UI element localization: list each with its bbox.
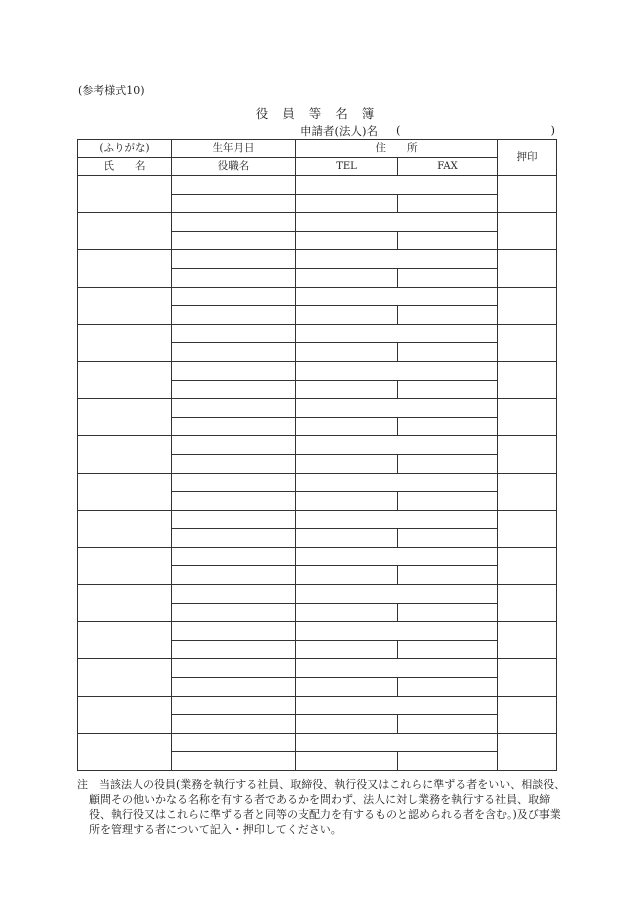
tel-cell[interactable]: [296, 566, 398, 585]
officer-roster-table: [77, 139, 557, 771]
tel-cell[interactable]: [296, 492, 398, 511]
entry-row-top: [78, 287, 557, 306]
fax-cell[interactable]: [398, 715, 498, 734]
fax-cell[interactable]: [398, 417, 498, 436]
tel-cell[interactable]: [296, 454, 398, 473]
seal-cell[interactable]: [498, 399, 557, 436]
entry-row-top: [78, 733, 557, 752]
seal-cell[interactable]: [498, 324, 557, 361]
address-cell[interactable]: [296, 585, 498, 604]
position-cell[interactable]: [172, 603, 296, 622]
name-cell[interactable]: [78, 361, 172, 398]
birthdate-cell[interactable]: [172, 250, 296, 269]
fax-cell[interactable]: [398, 566, 498, 585]
position-cell[interactable]: [172, 640, 296, 659]
fax-cell[interactable]: [398, 492, 498, 511]
entry-row-top: [78, 361, 557, 380]
birthdate-cell[interactable]: [172, 547, 296, 566]
tel-cell[interactable]: [296, 231, 398, 250]
position-cell[interactable]: [172, 454, 296, 473]
address-cell[interactable]: [296, 733, 498, 752]
name-cell[interactable]: [78, 696, 172, 733]
tel-cell[interactable]: [296, 343, 398, 362]
name-cell[interactable]: [78, 176, 172, 213]
title-char: 簿: [361, 106, 375, 121]
header-position: 役職名: [172, 158, 296, 176]
position-cell[interactable]: [172, 194, 296, 213]
name-cell[interactable]: [78, 585, 172, 622]
footnote-mark: 注: [77, 778, 88, 791]
form-title: [0, 104, 630, 122]
seal-cell[interactable]: [498, 659, 557, 696]
entry-row-top: [78, 324, 557, 343]
position-cell[interactable]: [172, 566, 296, 585]
seal-cell[interactable]: [498, 176, 557, 213]
applicant-open-paren: (: [396, 123, 401, 137]
entry-row-top: [78, 696, 557, 715]
address-cell[interactable]: [296, 696, 498, 715]
position-cell[interactable]: [172, 231, 296, 250]
address-cell[interactable]: [296, 361, 498, 380]
position-cell[interactable]: [172, 343, 296, 362]
entry-row-top: [78, 510, 557, 529]
address-cell[interactable]: [296, 324, 498, 343]
entry-row-top: [78, 622, 557, 641]
entry-row-top: [78, 176, 557, 195]
tel-cell[interactable]: [296, 306, 398, 325]
fax-cell[interactable]: [398, 752, 498, 771]
entry-row-top: [78, 585, 557, 604]
birthdate-cell[interactable]: [172, 436, 296, 455]
address-cell[interactable]: [296, 473, 498, 492]
tel-cell[interactable]: [296, 417, 398, 436]
name-cell[interactable]: [78, 473, 172, 510]
entry-row-top: [78, 399, 557, 418]
position-cell[interactable]: [172, 678, 296, 697]
position-cell[interactable]: [172, 306, 296, 325]
fax-cell[interactable]: [398, 603, 498, 622]
applicant-close-paren: ): [550, 123, 555, 137]
birthdate-cell[interactable]: [172, 361, 296, 380]
applicant-name-field[interactable]: [300, 123, 555, 139]
position-cell[interactable]: [172, 529, 296, 548]
seal-cell[interactable]: [498, 287, 557, 324]
seal-cell[interactable]: [498, 250, 557, 287]
reference-form-label: (参考様式10): [78, 84, 145, 97]
name-cell[interactable]: [78, 399, 172, 436]
address-cell[interactable]: [296, 547, 498, 566]
tel-cell[interactable]: [296, 268, 398, 287]
fax-cell[interactable]: [398, 231, 498, 250]
seal-cell[interactable]: [498, 436, 557, 473]
birthdate-cell[interactable]: [172, 176, 296, 195]
address-cell[interactable]: [296, 176, 498, 195]
tel-cell[interactable]: [296, 194, 398, 213]
entry-row-top: [78, 659, 557, 678]
tel-cell[interactable]: [296, 640, 398, 659]
entry-row-top: [78, 547, 557, 566]
name-cell[interactable]: [78, 733, 172, 770]
address-cell[interactable]: [296, 436, 498, 455]
address-cell[interactable]: [296, 510, 498, 529]
seal-cell[interactable]: [498, 510, 557, 547]
fax-cell[interactable]: [398, 268, 498, 287]
birthdate-cell[interactable]: [172, 659, 296, 678]
address-cell[interactable]: [296, 622, 498, 641]
birthdate-cell[interactable]: [172, 213, 296, 232]
fax-cell[interactable]: [398, 194, 498, 213]
title-char: 名: [335, 106, 348, 121]
seal-cell[interactable]: [498, 585, 557, 622]
title-char: 員: [282, 106, 295, 121]
title-char: 役: [255, 106, 269, 121]
seal-cell[interactable]: [498, 696, 557, 733]
birthdate-cell[interactable]: [172, 622, 296, 641]
address-cell[interactable]: [296, 250, 498, 269]
header-address: 住 所: [296, 140, 498, 158]
seal-cell[interactable]: [498, 361, 557, 398]
header-fax: FAX: [398, 158, 498, 176]
address-cell[interactable]: [296, 659, 498, 678]
entry-row-top: [78, 473, 557, 492]
birthdate-cell[interactable]: [172, 585, 296, 604]
address-cell[interactable]: [296, 287, 498, 306]
birthdate-cell[interactable]: [172, 324, 296, 343]
tel-cell[interactable]: [296, 529, 398, 548]
name-cell[interactable]: [78, 213, 172, 250]
position-cell[interactable]: [172, 492, 296, 511]
footnote-text: 当該法人の役員(業務を執行する社員、取締役、執行役又はこれらに準ずる者をいい、相談役、顧問その他いかなる名称を有する者であるかを問わず、法人に対し業務を執行する社員、取締役、執行役又はこれらに準ずる者と同等の支配力を有するものと認められる者を含む。)及び事業所を管理する者について記入・押印してください。: [89, 778, 566, 836]
title-char: 等: [308, 106, 322, 121]
name-cell[interactable]: [78, 622, 172, 659]
tel-cell[interactable]: [296, 715, 398, 734]
address-cell[interactable]: [296, 213, 498, 232]
fax-cell[interactable]: [398, 529, 498, 548]
fax-cell[interactable]: [398, 306, 498, 325]
address-cell[interactable]: [296, 399, 498, 418]
entry-row-top: [78, 436, 557, 455]
fax-cell[interactable]: [398, 380, 498, 399]
name-cell[interactable]: [78, 287, 172, 324]
position-cell[interactable]: [172, 752, 296, 771]
name-cell[interactable]: [78, 250, 172, 287]
birthdate-cell[interactable]: [172, 473, 296, 492]
tel-cell[interactable]: [296, 380, 398, 399]
roster-body: [78, 176, 557, 771]
fax-cell[interactable]: [398, 343, 498, 362]
header-name: 氏 名: [78, 158, 172, 176]
name-cell[interactable]: [78, 659, 172, 696]
fax-cell[interactable]: [398, 640, 498, 659]
tel-cell[interactable]: [296, 752, 398, 771]
header-furigana: (ふりがな): [78, 140, 172, 158]
birthdate-cell[interactable]: [172, 287, 296, 306]
seal-cell[interactable]: [498, 213, 557, 250]
position-cell[interactable]: [172, 380, 296, 399]
birthdate-cell[interactable]: [172, 733, 296, 752]
birthdate-cell[interactable]: [172, 696, 296, 715]
entry-row-top: [78, 250, 557, 269]
name-cell[interactable]: [78, 547, 172, 584]
tel-cell[interactable]: [296, 603, 398, 622]
seal-cell[interactable]: [498, 733, 557, 770]
seal-cell[interactable]: [498, 547, 557, 584]
applicant-label: 申請者(法人)名: [300, 124, 378, 138]
header-birthdate: 生年月日: [172, 140, 296, 158]
entry-row-top: [78, 213, 557, 232]
name-cell[interactable]: [78, 324, 172, 361]
tel-cell[interactable]: [296, 678, 398, 697]
header-seal: 押印: [498, 140, 557, 176]
fax-cell[interactable]: [398, 454, 498, 473]
seal-cell[interactable]: [498, 622, 557, 659]
name-cell[interactable]: [78, 510, 172, 547]
position-cell[interactable]: [172, 715, 296, 734]
position-cell[interactable]: [172, 417, 296, 436]
seal-cell[interactable]: [498, 473, 557, 510]
name-cell[interactable]: [78, 436, 172, 473]
position-cell[interactable]: [172, 268, 296, 287]
header-tel: TEL: [296, 158, 398, 176]
birthdate-cell[interactable]: [172, 510, 296, 529]
fax-cell[interactable]: [398, 678, 498, 697]
birthdate-cell[interactable]: [172, 399, 296, 418]
